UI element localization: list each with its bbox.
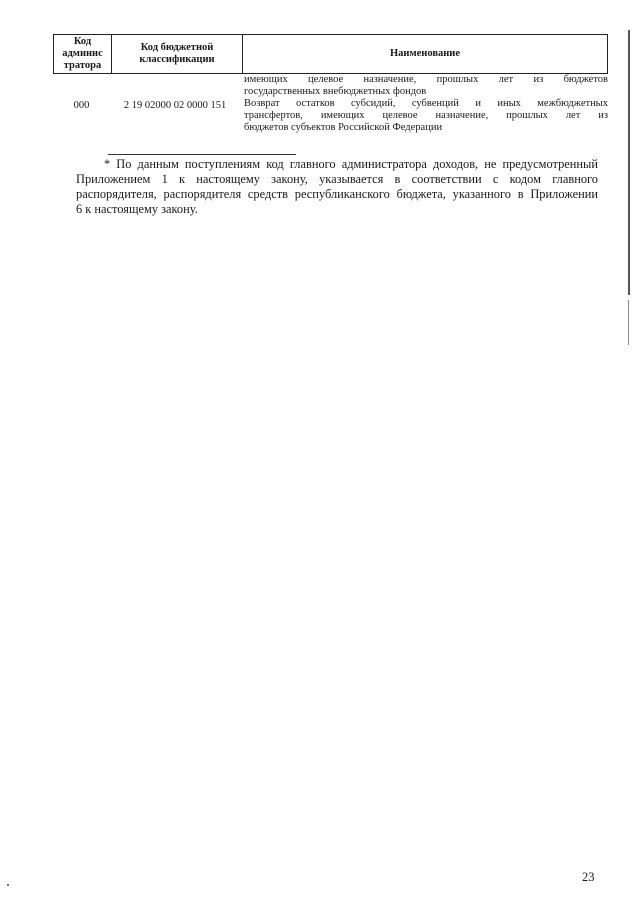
table-header-row bbox=[53, 34, 608, 74]
footnote-line: Приложением 1 к настоящему закону, указывается в соответствии с кодом главного bbox=[76, 172, 598, 186]
row-name-cell bbox=[240, 74, 608, 134]
row-budget-code-cell bbox=[110, 74, 240, 134]
footnote-line: распорядителя, распорядителя средств республиканского бюджета, указанного в Приложении bbox=[76, 187, 598, 201]
scan-dot-mark bbox=[7, 884, 9, 886]
revenue-codes-table bbox=[53, 34, 608, 134]
row-admin-code-cell bbox=[53, 74, 110, 134]
header-admin-code-line: тратора bbox=[63, 60, 102, 71]
continuation-line: имеющих целевое назначение, прошлых лет из бюджетов bbox=[244, 74, 608, 85]
header-budget-code-line: Код бюджетной bbox=[140, 42, 214, 53]
scan-edge-mark bbox=[628, 300, 629, 345]
row-name-line: бюджетов субъектов Российской Федерации bbox=[244, 122, 443, 133]
page-number: 23 bbox=[582, 870, 595, 884]
header-budget-code bbox=[112, 35, 243, 73]
header-budget-code-line: классификации bbox=[139, 54, 215, 65]
row-name-line: трансфертов, имеющих целевое назначение, прошлых лет из bbox=[244, 110, 608, 121]
footnote-separator bbox=[108, 154, 296, 155]
row-budget-code: 2 19 02000 02 0000 151 bbox=[123, 100, 227, 111]
header-name: Наименование bbox=[390, 48, 460, 59]
footnote-line: * По данным поступлениям код главного администратора доходов, не предусмотренный bbox=[104, 157, 598, 171]
row-admin-code: 000 bbox=[73, 100, 90, 111]
footnote-line: 6 к настоящему закону. bbox=[76, 202, 198, 216]
footnote bbox=[76, 157, 598, 217]
header-admin-code-line: админис bbox=[62, 48, 103, 59]
header-admin-code bbox=[54, 35, 112, 73]
continuation-line: государственных внебюджетных фондов bbox=[244, 86, 427, 97]
table-row bbox=[53, 74, 608, 134]
header-admin-code-line: Код bbox=[73, 36, 92, 47]
row-name-line: Возврат остатков субсидий, субвенций и иных межбюджетных bbox=[244, 98, 608, 109]
scan-edge-mark bbox=[628, 30, 630, 295]
